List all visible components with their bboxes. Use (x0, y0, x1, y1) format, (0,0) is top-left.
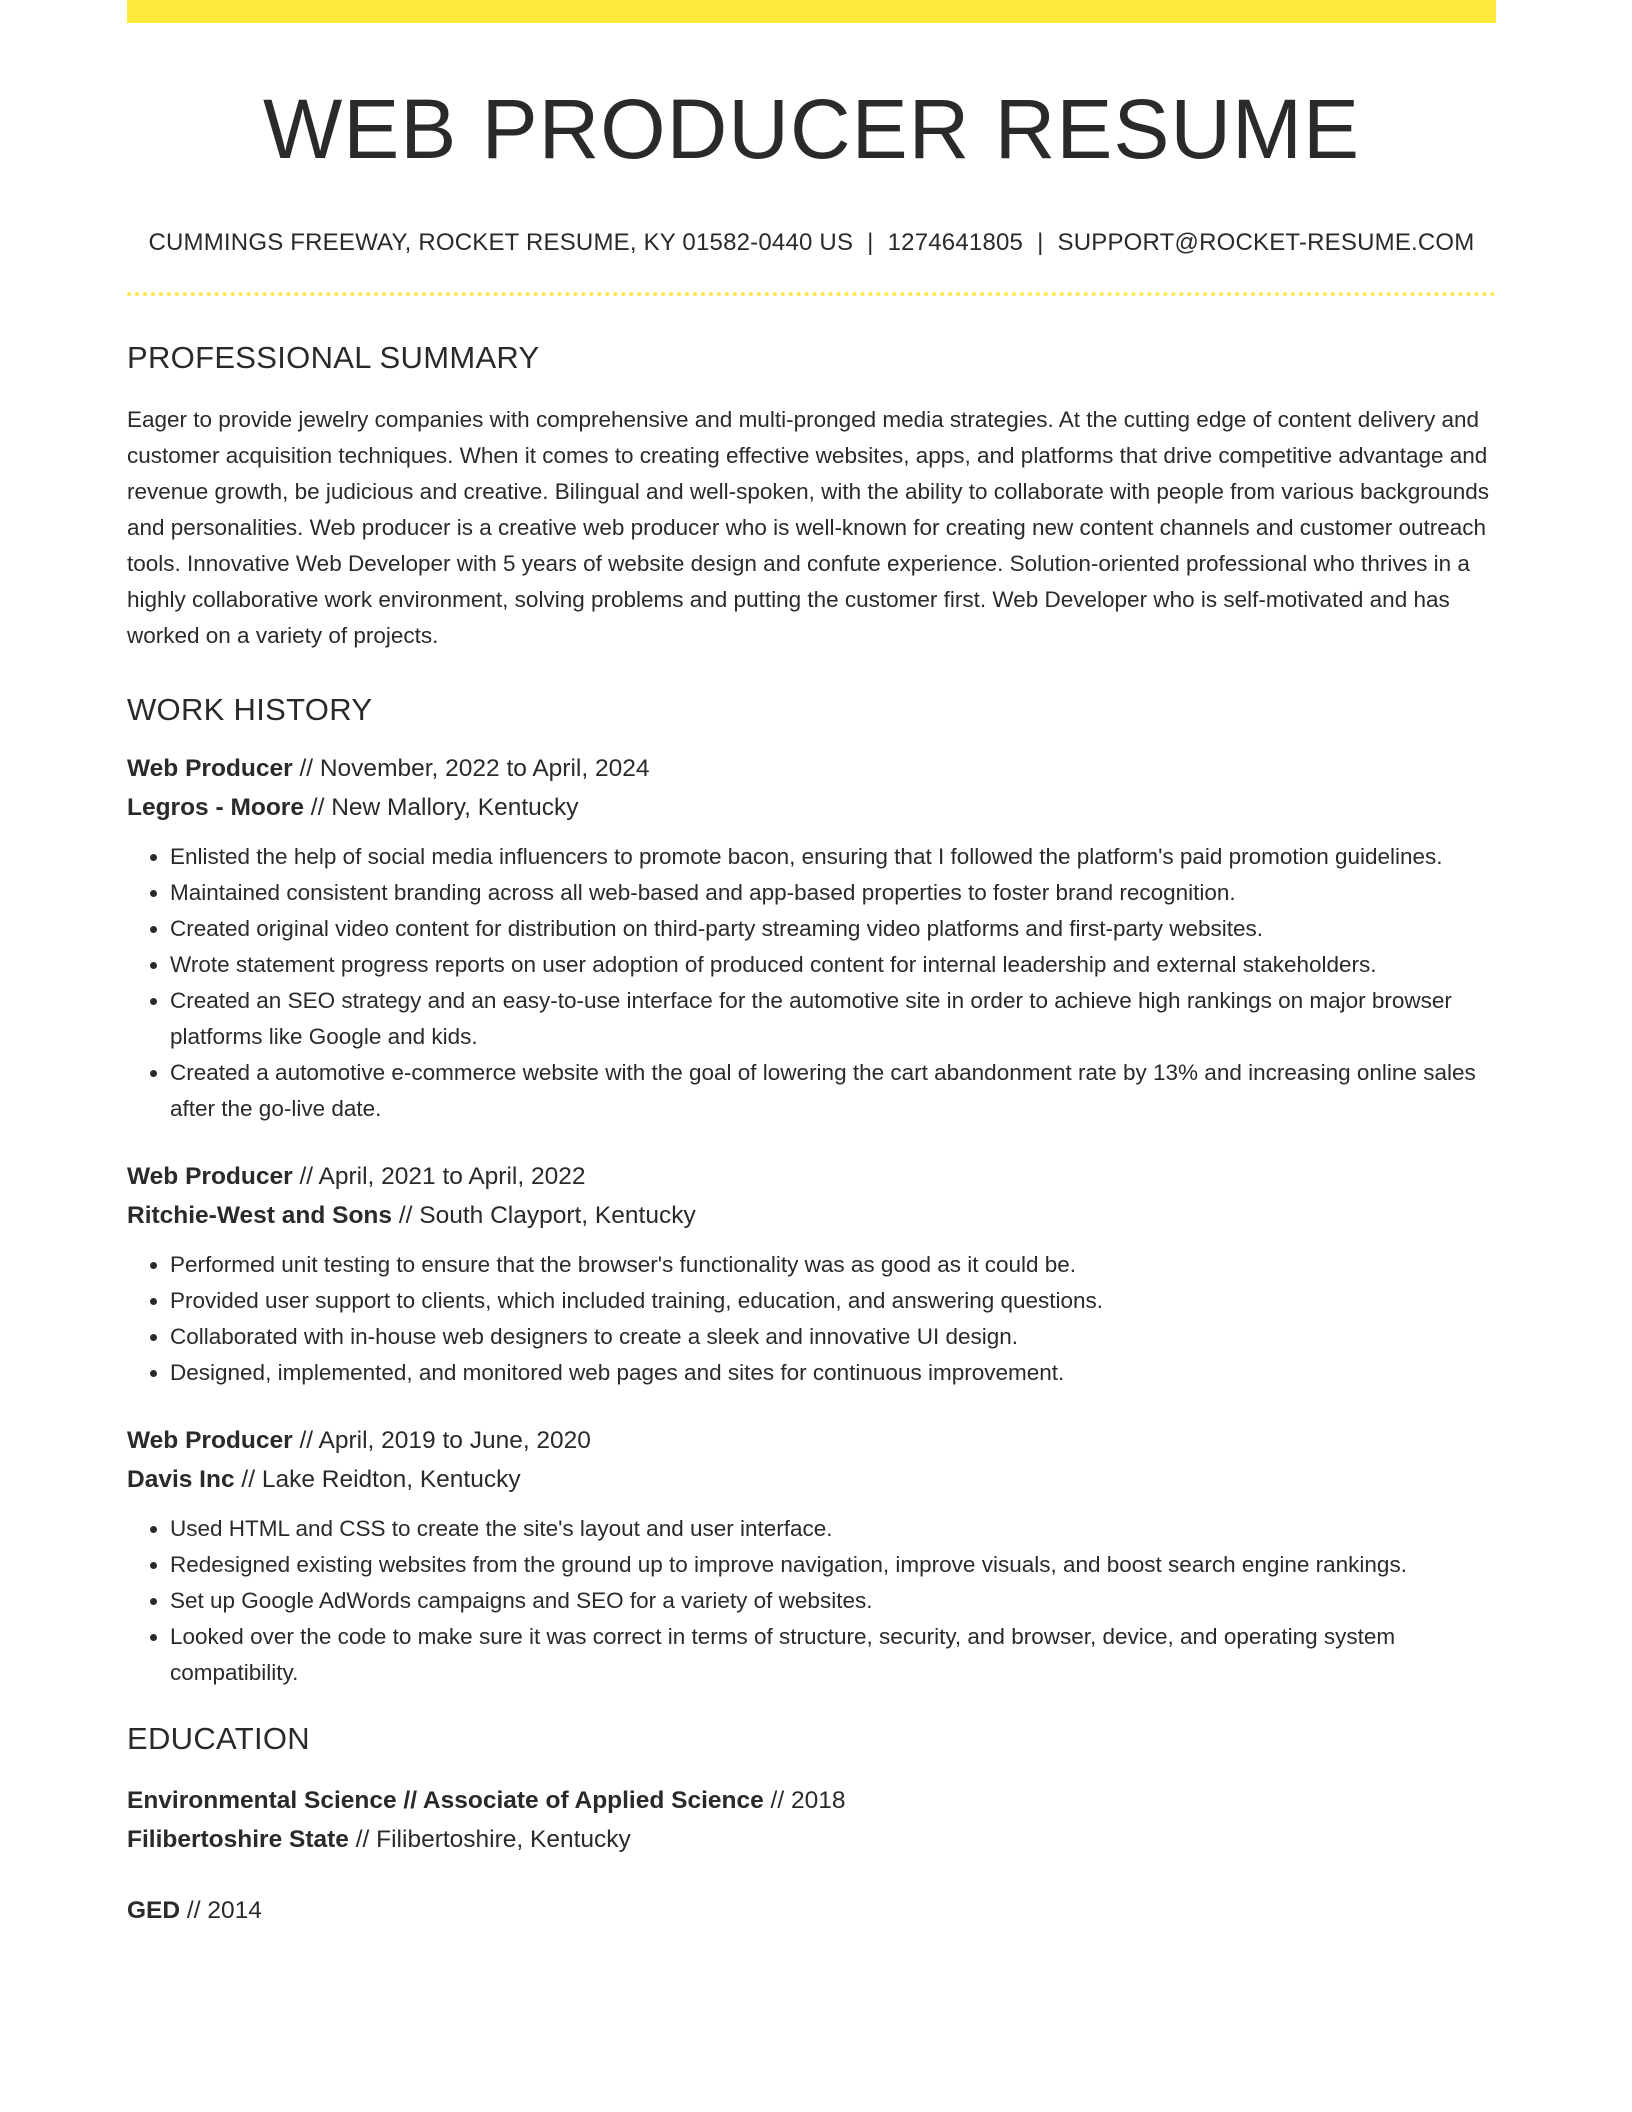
job-dates: // November, 2022 to April, 2024 (292, 755, 650, 783)
job-location: // Lake Reidton, Kentucky (234, 1466, 521, 1494)
summary-heading: PROFESSIONAL SUMMARY (127, 340, 540, 376)
job-company: Legros - Moore (127, 794, 304, 822)
work-history-heading: WORK HISTORY (127, 692, 373, 728)
contact-email: SUPPORT@ROCKET-RESUME.COM (1057, 229, 1475, 257)
job-bullets (127, 1247, 1496, 1391)
resume-page (127, 0, 1496, 1930)
contact-phone: 1274641805 (887, 229, 1024, 257)
job-company: Ritchie-West and Sons (127, 1202, 393, 1230)
list-item: • Provided user support to clients, which included training, education, and answering questions. (170, 1283, 1496, 1319)
education-degree-line (127, 1891, 1496, 1930)
job-title-line (127, 1157, 1496, 1196)
list-item: • Created original video content for distribution on third-party streaming video platforms and first-party websites. (170, 911, 1496, 947)
job-title: Web Producer (127, 1427, 293, 1455)
contact-separator: | (1037, 229, 1044, 257)
education-year: // 2014 (180, 1897, 262, 1925)
job-dates: // April, 2021 to April, 2022 (292, 1163, 586, 1191)
list-item: • Maintained consistent branding across all web-based and app-based properties to foster brand recognition. (170, 875, 1496, 911)
education-degree: Environmental Science // Associate of Applied Science (127, 1787, 764, 1815)
job-bullets (127, 1511, 1496, 1691)
job-company-line (127, 788, 1496, 827)
job-company: Davis Inc (127, 1466, 235, 1494)
job-bullets (127, 839, 1496, 1127)
education-degree-line (127, 1781, 1496, 1820)
job-title: Web Producer (127, 755, 293, 783)
job-location: // South Clayport, Kentucky (392, 1202, 696, 1230)
contact-address: CUMMINGS FREEWAY, ROCKET RESUME, KY 01582-0440 US (148, 229, 854, 257)
job-company-line (127, 1196, 1496, 1235)
top-accent-bar (127, 0, 1496, 23)
list-item: • Created an SEO strategy and an easy-to-use interface for the automotive site in order to achieve high rankings on major browser platforms like Google and kids. (170, 983, 1496, 1055)
job-company-line (127, 1460, 1496, 1499)
contact-separator: | (867, 229, 874, 257)
list-item: • Created a automotive e-commerce website with the goal of lowering the cart abandonment rate by 13% and increasing online sales after the go-live date. (170, 1055, 1496, 1127)
list-item: • Redesigned existing websites from the ground up to improve navigation, improve visuals, and boost search engine rankings. (170, 1547, 1496, 1583)
summary-text: Eager to provide jewelry companies with comprehensive and multi-pronged media strategies. At the cutting edge of content delivery and customer acquisition techniques. When it comes to creating effective websites, apps, and platforms that drive competitive advantage and revenue growth, be judicious and creative. Bilingual and well-spoken, with the ability to collaborate with people from various backgrounds and personalities. Web producer is a creative web producer who is well-known for creating new content channels and customer outreach tools. Innovative Web Developer with 5 years of website design and confute experience. Solution-oriented professional who thrives in a highly collaborative work environment, solving problems and putting the customer first. Web Developer who is self-motivated and has worked on a variety of projects. (127, 407, 1490, 649)
list-item: • Used HTML and CSS to create the site's layout and user interface. (170, 1511, 1496, 1547)
education-year: // 2018 (763, 1787, 846, 1815)
job-dates: // April, 2019 to June, 2020 (292, 1427, 591, 1455)
list-item: • Set up Google AdWords campaigns and SEO for a variety of websites. (170, 1583, 1496, 1619)
education-school-line (127, 1820, 1496, 1859)
job-location: // New Mallory, Kentucky (303, 794, 579, 822)
list-item: • Performed unit testing to ensure that the browser's functionality was as good as it could be. (170, 1247, 1496, 1283)
list-item: • Designed, implemented, and monitored web pages and sites for continuous improvement. (170, 1355, 1496, 1391)
dotted-divider (127, 292, 1496, 296)
list-item: • Enlisted the help of social media influencers to promote bacon, ensuring that I followed the platform's paid promotion guidelines. (170, 839, 1496, 875)
page-title: WEB PRODUCER RESUME (262, 82, 1361, 176)
job-entry (127, 1157, 1496, 1391)
list-item: • Wrote statement progress reports on user adoption of produced content for internal leadership and external stakeholders. (170, 947, 1496, 983)
list-item: • Collaborated with in-house web designers to create a sleek and innovative UI design. (170, 1319, 1496, 1355)
job-title-line (127, 1421, 1496, 1460)
job-title-line (127, 749, 1496, 788)
contact-line (127, 229, 1496, 257)
education-degree: GED (127, 1897, 181, 1925)
job-title: Web Producer (127, 1163, 293, 1191)
education-entry (127, 1781, 1496, 1859)
education-entry (127, 1891, 1496, 1930)
job-entry (127, 749, 1496, 1127)
education-heading: EDUCATION (127, 1721, 310, 1757)
education-location: // Filibertoshire, Kentucky (348, 1826, 631, 1854)
list-item: • Looked over the code to make sure it was correct in terms of structure, security, and browser, device, and operating system compatibility. (170, 1619, 1496, 1691)
job-entry (127, 1421, 1496, 1691)
education-school: Filibertoshire State (127, 1826, 349, 1854)
